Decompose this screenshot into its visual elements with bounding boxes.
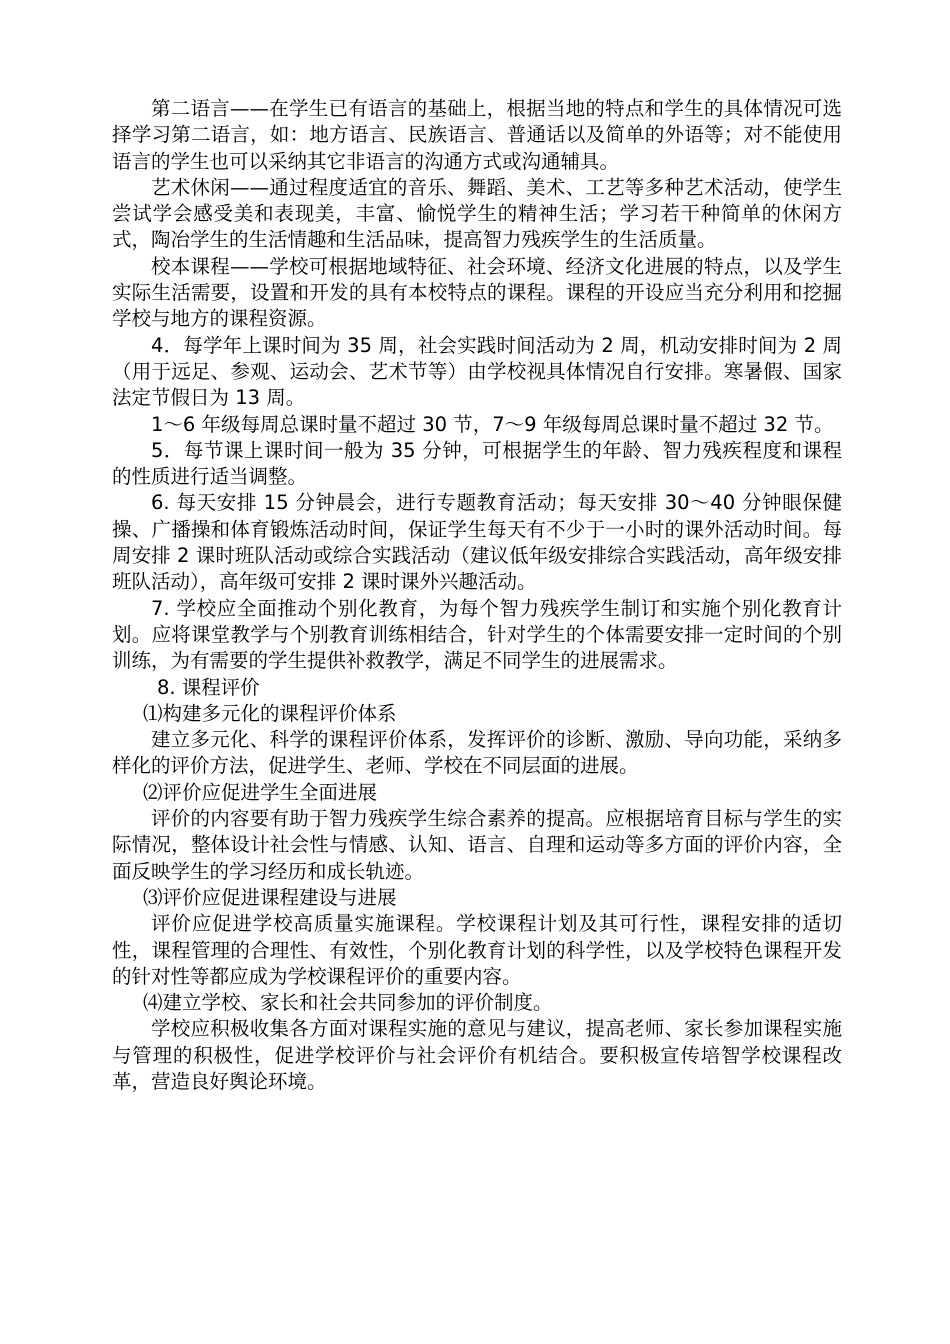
heading-item-8-curriculum-evaluation: 8. 课程评价 [157, 675, 260, 699]
paragraph-item-5-lesson-length: 5．每节课上课时间一般为 35 分钟，可根据学生的年龄、智力残疾程度和课程的性质进行适当调整。 [112, 438, 842, 489]
paragraph-item-6-daily-activities: 6. 每天安排 15 分钟晨会，进行专题教育活动；每天安排 30～40 分钟眼保健操、广播操和体育锻炼活动时间，保证学生每天有不少于一小时的课外活动时间。每周安排 2 课时班队活动或综合实践活动（建议低年级安排综合实践活动，高年级安排班队活动），高年级可安排 2 课时课外兴趣活动。 [112, 491, 842, 594]
subheading-1: ⑴构建多元化的课程评价体系 [143, 701, 397, 725]
paragraph-subheading-4-body: 学校应积极收集各方面对课程实施的意见与建议，提高老师、家长参加课程实施与管理的积极性，促进学校评价与社会评价有机结合。要积极宣传培智学校课程改革，营造良好舆论环境。 [112, 1017, 842, 1093]
paragraph-school-based-curriculum: 校本课程——学校可根据地域特征、社会环境、经济文化进展的特点，以及学生实际生活需要，设置和开发的具有本校特点的课程。课程的开设应当充分利用和挖掘学校与地方的课程资源。 [112, 254, 842, 331]
subheading-3: ⑶评价应促进课程建设与进展 [143, 885, 397, 909]
paragraph-subheading-1-body: 建立多元化、科学的课程评价体系，发挥评价的诊断、激励、导向功能，采纳多样化的评价方法，促进学生、老师、学校在不同层面的进展。 [112, 728, 842, 778]
subheading-2: ⑵评价应促进学生全面进展 [143, 780, 378, 804]
document-page [112, 96, 842, 1095]
paragraph-subheading-3-body: 评价应促进学校高质量实施课程。学校课程计划及其可行性，课程安排的适切性，课程管理的合理性、有效性，个别化教育计划的科学性，以及学校特色课程开发的针对性等都应成为学校课程评价的重要内容。 [112, 912, 842, 988]
paragraph-art-leisure: 艺术休闲——通过程度适宜的音乐、舞蹈、美术、工艺等多种艺术活动，使学生尝试学会感受美和表现美，丰富、愉悦学生的精神生活；学习若干种简单的休闲方式，陶冶学生的生活情趣和生活品味，提高智力残疾学生的生活质量。 [112, 175, 842, 252]
paragraph-subheading-2-body: 评价的内容要有助于智力残疾学生综合素养的提高。应根据培育目标与学生的实际情况，整体设计社会性与情感、认知、语言、自理和运动等多方面的评价内容，全面反映学生的学习经历和成长轨迹。 [112, 807, 842, 883]
paragraph-item-4-schedule: 4．每学年上课时间为 35 周，社会实践时间活动为 2 周，机动安排时间为 2 周（用于远足、参观、运动会、艺术节等）由学校视具体情况自行安排。寒暑假、国家法定节假日为 13 周。 [112, 333, 842, 410]
paragraph-second-language: 第二语言——在学生已有语言的基础上，根据当地的特点和学生的具体情况可选择学习第二语言，如：地方语言、民族语言、普通话以及简单的外语等；对不能使用语言的学生也可以采纳其它非语言的沟通方式或沟通辅具。 [112, 97, 842, 173]
paragraph-item-7-individualized-education: 7. 学校应全面推动个别化教育，为每个智力残疾学生制订和实施个别化教育计划。应将课堂教学与个别教育训练相结合，针对学生的个体需要安排一定时间的个别训练，为有需要的学生提供补救教学，满足不同学生的进展需求。 [112, 596, 842, 673]
paragraph-weekly-hours: 1～6 年级每周总课时量不超过 30 节，7～9 年级每周总课时量不超过 32 节。 [151, 412, 834, 436]
subheading-4: ⑷建立学校、家长和社会共同参加的评价制度。 [143, 991, 553, 1015]
